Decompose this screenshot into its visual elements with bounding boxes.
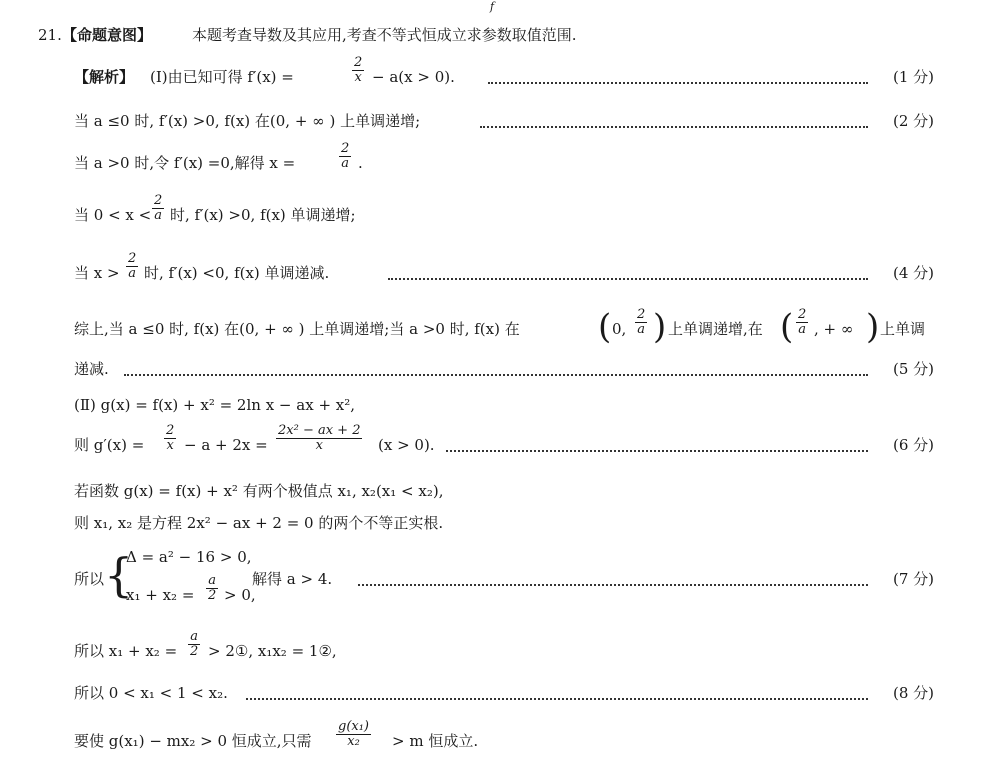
line1-text: (Ⅰ)由已知可得 f′(x) = — [150, 68, 294, 86]
solution-line-13 — [0, 629, 984, 666]
fraction-a-over-2: $\frac{a}{2}$ — [208, 573, 217, 603]
score-2: (2 分) — [892, 112, 934, 130]
line6-text-e: 上单调 — [880, 320, 926, 338]
page-top-fragment: f — [490, 0, 495, 13]
solution-line-15 — [0, 719, 984, 756]
fraction-2-over-a: $\frac{2}{a}$ — [341, 141, 350, 171]
solution-line-10 — [0, 478, 984, 508]
system-row-1: Δ = a² − 16 > 0, — [126, 548, 252, 566]
fraction-2-over-x: $\frac{2}{x}$ — [354, 55, 363, 85]
system-row-2-b: > 0, — [224, 586, 256, 604]
solution-line-6: 综上,当 a ≤0 时, f(x) 在(0, + ∞ ) 上单调递增;当 a >0 时, f(x) 在 ( 0, $\frac{2}{a}$ ) 上单调递增,在 ( $\frac{2}{a}$ , + ∞ ) 上单调 — [74, 307, 926, 347]
fraction-gx1-over-x2: $\frac{\text{g(x₁)}}{\text{x₂}}$ — [338, 719, 370, 749]
fraction-2-over-a: $\frac{2}{a}$ — [128, 251, 137, 281]
problem-number: 21. — [38, 26, 62, 44]
line15-text-b: > m 恒成立. — [392, 732, 479, 750]
score-5: (5 分) — [892, 360, 934, 378]
score-1: (1 分) — [892, 68, 934, 86]
dot-leader — [480, 126, 868, 128]
solution-line-2 — [0, 108, 984, 138]
line6-interval-a: 0, — [612, 320, 627, 338]
line4-text-a: 当 0 < x < — [74, 206, 152, 224]
score-6: (6 分) — [892, 436, 934, 454]
analysis-tag: 【解析】 — [74, 68, 135, 86]
score-8: (8 分) — [892, 684, 934, 702]
fraction-2-over-x: $\frac{2}{x}$ — [166, 423, 175, 453]
dot-leader — [388, 278, 868, 280]
line7-text: 递减. — [74, 360, 109, 378]
system-row-2-a: x₁ + x₂ = — [126, 586, 195, 604]
solution-line-3: 当 a >0 时,令 f′(x) =0,解得 x = $\frac{2}{a}$ . — [74, 141, 363, 172]
dot-leader — [358, 584, 868, 586]
line3-text: 当 a >0 时,令 f′(x) =0,解得 x = — [74, 154, 296, 172]
fraction-2-over-a: $\frac{2}{a}$ — [154, 193, 163, 223]
dot-leader — [124, 374, 868, 376]
line2-text: 当 a ≤0 时, f′(x) >0, f(x) 在(0, + ∞ ) 上单调递增; — [74, 112, 421, 130]
line9-text-c: (x > 0). — [378, 436, 435, 454]
solution-line-8 — [0, 392, 984, 422]
line12-label: 所以 — [74, 570, 105, 588]
line12-solve: 解得 a > 4. — [252, 570, 333, 588]
line6-text-a: 综上,当 a ≤0 时, f(x) 在(0, + ∞ ) 上单调递增;当 a >0 时, f(x) 在 — [74, 320, 520, 338]
solution-line-7 — [0, 356, 984, 386]
line1-text-b: − a(x > 0). — [372, 68, 455, 86]
solution-line-4 — [0, 193, 984, 230]
line9-text-a: 则 g′(x) = — [74, 436, 145, 454]
score-4: (4 分) — [892, 264, 934, 282]
solution-line-5 — [0, 251, 984, 288]
line4-text-b: 时, f′(x) >0, f(x) 单调递增; — [170, 206, 356, 224]
intent-text: 本题考查导数及其应用,考查不等式恒成立求参数取值范围. — [192, 26, 577, 44]
line15-text-a: 要使 g(x₁) − mx₂ > 0 恒成立,只需 — [74, 732, 312, 750]
intent-tag: 【命题意图】 — [62, 26, 153, 44]
fraction-2-over-a: $\frac{2}{a}$ — [637, 307, 646, 337]
fraction-a-over-2: $\frac{a}{2}$ — [190, 629, 199, 659]
solution-line-1 — [0, 55, 984, 92]
line13-text-b: > 2①, x₁x₂ = 1②, — [208, 642, 337, 660]
problem-header — [0, 20, 984, 50]
solution-line-11 — [0, 510, 984, 540]
line14-text: 所以 0 < x₁ < 1 < x₂. — [74, 684, 228, 702]
line10-text: 若函数 g(x) = f(x) + x² 有两个极值点 x₁, x₂(x₁ < x₂), — [74, 482, 444, 500]
solution-line-9 — [0, 423, 984, 460]
line13-text-a: 所以 x₁ + x₂ = — [74, 642, 178, 660]
dot-leader — [246, 698, 868, 700]
line5-text-b: 时, f′(x) <0, f(x) 单调递减. — [144, 264, 330, 282]
score-7: (7 分) — [892, 570, 934, 588]
line6-interval-b: , + ∞ — [814, 320, 854, 338]
solution-line-14 — [0, 680, 984, 710]
line5-text-a: 当 x > — [74, 264, 120, 282]
dot-leader — [446, 450, 868, 452]
fraction-2-over-a: $\frac{2}{a}$ — [798, 307, 807, 337]
line8-text: (Ⅱ) g(x) = f(x) + x² = 2ln x − ax + x², — [74, 396, 356, 414]
dot-leader — [488, 82, 868, 84]
line11-text: 则 x₁, x₂ 是方程 2x² − ax + 2 = 0 的两个不等正实根. — [74, 514, 444, 532]
line6-text-c: 上单调递增,在 — [668, 320, 763, 338]
fraction-derivative: $\frac{\text{2x² − ax + 2}}{x}$ — [278, 423, 361, 453]
solution-line-12: 所以 { Δ = a² − 16 > 0, x₁ + x₂ = $\frac{a}{2}$ > 0, 解得 a > 4. (7 分) — [74, 548, 934, 604]
line9-text-b: − a + 2x = — [184, 436, 268, 454]
